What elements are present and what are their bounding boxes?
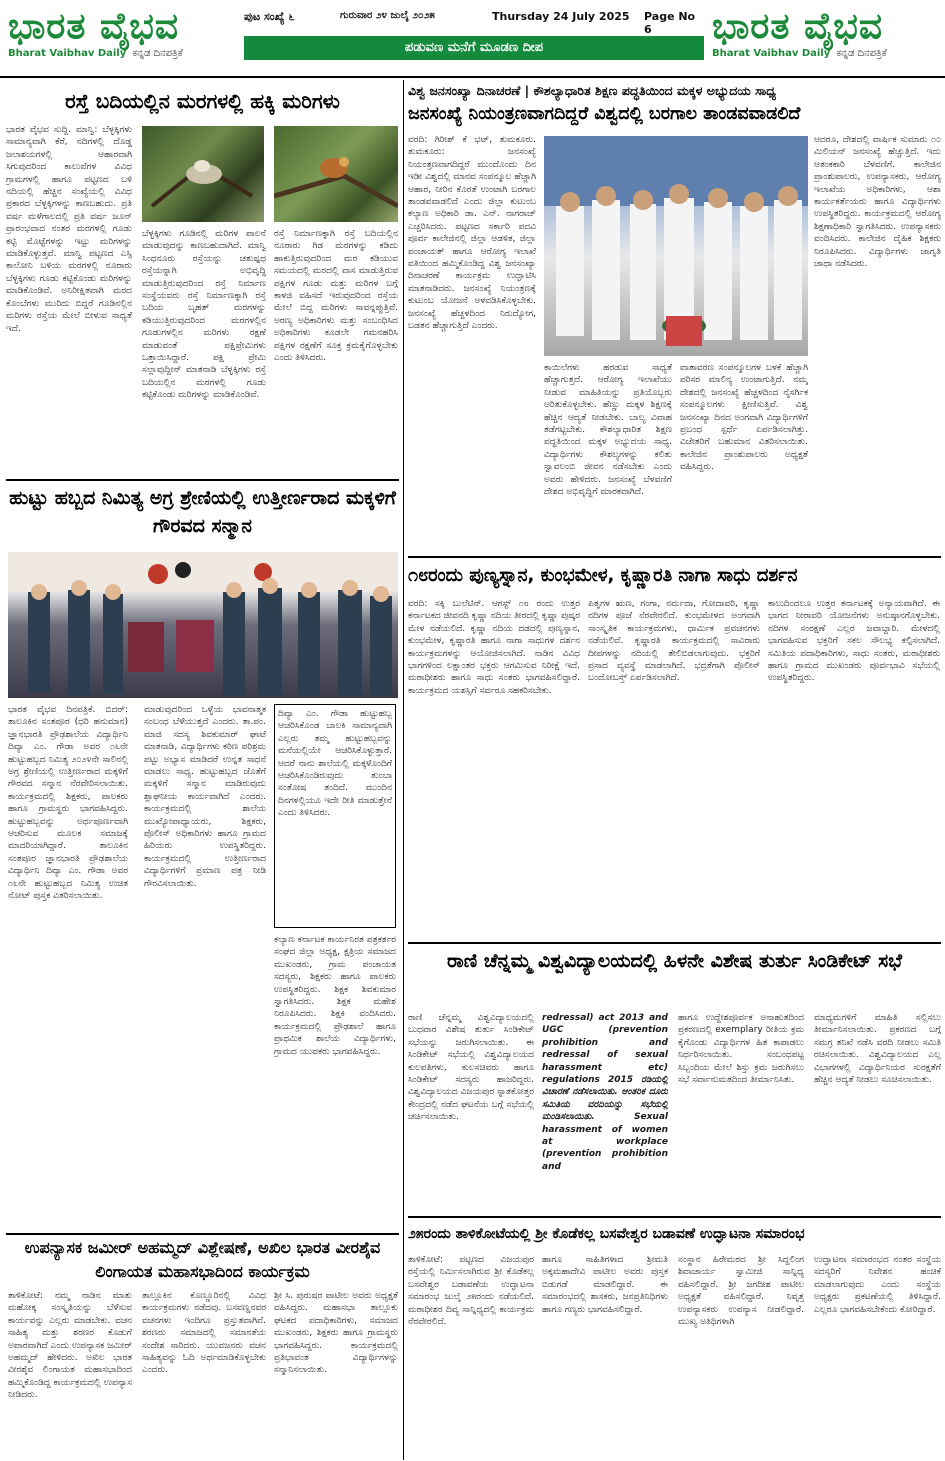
divider-3 [408, 556, 941, 558]
bird-nest-photo-1 [142, 126, 264, 222]
article-population-kicker: ವಿಶ್ವ ಜನಸಂಖ್ಯಾ ದಿನಾಚರಣೆ | ಕೌಶಲ್ಯಾಧಾರಿತ ಶಿಕ್ಷಣ ಪದ್ಧತಿಯಿಂದ ಮಕ್ಕಳ ಅಭ್ಯುದಯ ಸಾಧ್ಯ [408, 83, 776, 98]
logo-right-sub [712, 48, 940, 60]
article-syndicate-headline: ರಾಣಿ ಚೆನ್ನಮ್ಮ ವಿಶ್ವವಿದ್ಯಾಲಯದಲ್ಲಿ ಹಿಳನೇ ವಿಶೇಷ ತುರ್ತು ಸಿಂಡಿಕೇಟ್ ಸಭೆ [447, 950, 902, 972]
logo-right-sub-kn: ಕನ್ನಡ ದಿನಪತ್ರಿಕೆ [836, 48, 887, 59]
article-birds-col2: ಬೆಳ್ಳಕ್ಕಿಗಳು ಗೂಡಿನಲ್ಲಿ ಮರಿಗಳ ಪಾಲನೆ ಮಾಡುವುದನ್ನು ಕಾಣಬಹುದಾಗಿದೆ. ಮಾನ್ವಿ ಸಿಂಧನೂರು ರಸ್ತೆಯನ್ನು ಚತುಷ್ಪಥ ರಸ್ತೆಯನ್ನಾಗಿ ಅಭಿವೃದ್ಧಿ ಮಾಡುತ್ತಿರುವುದರಿಂದ ರಸ್ತೆ ನಿರ್ಮಾಣ ಸಂಸ್ಥೆಯವರು ರಸ್ತೆ ನಿರ್ಮಾಣಕ್ಕಾಗಿ ರಸ್ತೆ ಬದಿಯ ಬೃಹತ್ ಮರಗಳನ್ನು ಕಡಿಯುತ್ತಿರುವುದರಿಂದ ಮರಗಳಲ್ಲಿನ ಗೂಡುಗಳಲ್ಲಿನ ಮರಿಗಳು ರಕ್ಷಣೆ ಮಾಡುವಂತೆ ಪಕ್ಷಿಪ್ರೇಮಿಗಳು ಒತ್ತಾಯಿಸಿದ್ದಾರೆ. ಪಕ್ಷಿ ಪ್ರೇಮಿ ಸಲ್ಲಾವುದ್ದೀನ್ ಮಾತನಾಡಿ ಬೆಳ್ಳಕ್ಕಿಗಳು ರಸ್ತೆ ಬದಿಯಲ್ಲಿನ ಮರಗಳಲ್ಲಿ ಗೂಡು ಕಟ್ಟಿಕೊಂಡು ಮರಿಗಳನ್ನು ಮಾಡಿಕೊಂಡಿವೆ. [142, 229, 266, 401]
article-lecture-col1: ತಾಳಿಕೋಟೆ: ನಮ್ಮ ನಾಡಿನ ಮಾತು ಮಹೋಕ್ಕ ಸಂಸ್ಕೃತಿಯನ್ನು ಬೆಳೆಸುವ ಕಾರ್ಯವನ್ನು ಎಲ್ಲರು ಮಾಡಬೇಕು. ವಚನ ಸಾಹಿತ್ಯ ಮತ್ತು ಶರಣರ ಕೊಡುಗೆ ಅಪಾರವಾಗಿದೆ ಎಂದು ಉಪನ್ಯಾಸಕ ಜಮೀರ್ ಅಹಮ್ಮದ್ ಹೇಳಿದರು. ಅಖಿಲ ಭಾರತ ವೀರಶೈವ ಲಿಂಗಾಯತ ಮಹಾಸಭಾದಿಂದ ಹಮ್ಮಿಕೊಂಡಿದ್ದ ಕಾರ್ಯಕ್ರಮದಲ್ಲಿ ಉಪನ್ಯಾಸ ನೀಡಿದರು. [8, 1291, 132, 1401]
article-birds-col1: ಭಾರತ ವೈಭವ ಸುದ್ದಿ. ಮಾನ್ವಿ: ಬೆಳ್ಳಕ್ಕಿಗಳು ಸಾಮಾನ್ಯವಾಗಿ ಕೆರೆ, ನದಿಗಳಲ್ಲಿ ದೊಡ್ಡ ಜಲಾಶಯಗಳಲ್ಲಿ ಆಹಾರವಾಗಿ ಸಿಗುವುದರಿಂದ ಕಾಲುವೆಗಳ ವಿವಿಧ ಗ್ರಾಮಗಳಲ್ಲಿ ಹಾಗೂ ಪಟ್ಟಣದ ಬಳಿ ನದಿಯಲ್ಲಿ ಹೆಚ್ಚಿನ ಸಂಖ್ಯೆಯಲ್ಲಿ ವಿವಿಧ ಪ್ರಕಾರದ ಬೆಳ್ಳಕ್ಕಿಗಳನ್ನು ಕಾಣಬಹುದು. ಪ್ರತಿ ವರ್ಷ ಮಳೆಗಾಲದಲ್ಲಿ ಪ್ರತಿ ವರ್ಷ ಜೂನ್ ಪ್ರಾರಂಭವಾದ ನಂತರ ಮರಗಳಲ್ಲಿ ಗೂಡು ಕಟ್ಟಿ ಮೊಟ್ಟೆಗಳನ್ನು ಇಟ್ಟು ಮರಿಗಳನ್ನು ಮಾಡಿಕೊಳ್ಳುತ್ತವೆ. ಮಾನ್ವಿ ಪಟ್ಟಣದ ಎಸ್ಸಿ ಕಾಲೋನಿ ಬಳಿಯ ಮರಗಳಲ್ಲಿ ನೂರಾರು ಬೆಳ್ಳಕ್ಕಿಗಳು ಗೂಡು ಕಟ್ಟಿಕೊಂಡು ಮರಿಗಳನ್ನು ಮಾಡಿಕೊಂಡಿವೆ. ಅನಿರೀಕ್ಷಿತವಾಗಿ ಮರದ ಕೊಂಬೆಗಳು ಮುರಿದು ಬಿದ್ದರೆ ಗೂಡಿನಲ್ಲಿನ ಮರಿಗಳು ರಸ್ತೆಯ ಮೇಲೆ ಬೀಳುವ ಸಾಧ್ಯತೆ ಇದೆ. [6, 125, 132, 334]
article-population-headline: ಜನಸಂಖ್ಯೆ ನಿಯಂತ್ರಣವಾಗದಿದ್ದರೆ ವಿಶ್ವದಲ್ಲಿ ಬರಗಾಲ ತಾಂಡವವಾಡಲಿದೆ [408, 104, 801, 124]
article-population [408, 82, 941, 552]
center-divider [403, 80, 404, 1460]
kn-date: ಗುರುವಾರ ೨೪ ಜುಲೈ ೨೦೨೫ [340, 10, 435, 21]
article-birds [6, 82, 399, 477]
article-population-col4: ಆದರೂ, ದೇಶದಲ್ಲಿ ವಾರ್ಷಿಕ ಸುಮಾರು ೧೦ ಮಿಲಿಯನ್ ಜನಸಂಖ್ಯೆ ಹೆಚ್ಚುತ್ತಿದೆ. ಇದು ಆತಂಕಕಾರಿ ಬೆಳವಣಿಗೆ. ಕಾಲೇಜಿನ ಪ್ರಾಂಶುಪಾಲರು, ಉಪನ್ಯಾಸಕರು, ಆರೋಗ್ಯ ಇಲಾಖೆಯ ಅಧಿಕಾರಿಗಳು, ಆಶಾ ಕಾರ್ಯಕರ್ತೆಯರು ಹಾಗೂ ವಿದ್ಯಾರ್ಥಿಗಳು ಉಪಸ್ಥಿತರಿದ್ದರು. ಕಾರ್ಯಕ್ರಮದಲ್ಲಿ ಆರೋಗ್ಯ ಶಿಕ್ಷಣಾಧಿಕಾರಿ ಸ್ವಾಗತಿಸಿದರು. ಉಪನ್ಯಾಸಕರು ವಂದಿಸಿದರು. ಕಾಲೇಜಿನ ದೈಹಿಕ ಶಿಕ್ಷಕರು ನಿರೂಪಿಸಿದರು. ವಿದ್ಯಾರ್ಥಿಗಳು ಜಾಗೃತಿ ಜಾಥಾ ನಡೆಸಿದರು. [814, 135, 941, 270]
masthead [0, 0, 945, 78]
article-kumbhamela [408, 560, 941, 940]
logo-left-title: ಭಾರತ ವೈಭವ [8, 5, 179, 47]
felicitation-photo [8, 552, 398, 698]
logo-left-sub-kn: ಕನ್ನಡ ದಿನಪತ್ರಿಕೆ [132, 48, 183, 59]
date: Thursday 24 July 2025 [492, 10, 630, 23]
article-syndicate-col2: redressal) act 2013 and UGC (prevention prohibition and redressal of sexual harassment etc) regulations 2015 ರಡಿಯಲ್ಲಿ ವಿಚಾರಣೆ ನಡೆಸಲಾಯಿತು. ಆಂತರಿಕ ದೂರು ಸಮಿತಿಯ ವರದಿಯನ್ನು ಸಭೆಯಲ್ಲಿ ಮಂಡಿಸಲಾಯಿತು. Sexual harassment of women at workplace (prevention prohibition and [542, 1013, 668, 1172]
article-syndicate-col4: ಮಾಧ್ಯಮಗಳಿಗೆ ಮಾಹಿತಿ ಸಲ್ಲಿಸಲು ತೀರ್ಮಾನಿಸಲಾಯಿತು. ಪ್ರಕರಣದ ಬಗ್ಗೆ ಸಮಗ್ರ ತನಿಖೆ ನಡೆಸಿ ವರದಿ ನೀಡಲು ಸಮಿತಿ ರಚಿಸಲಾಯಿತು. ವಿಶ್ವವಿದ್ಯಾಲಯದ ಎಲ್ಲ ವಿಭಾಗಗಳಲ್ಲಿ ವಿದ್ಯಾರ್ಥಿನಿಯರ ಸುರಕ್ಷತೆಗೆ ಹೆಚ್ಚಿನ ಆದ್ಯತೆ ನೀಡಲು ಸೂಚಿಸಲಾಯಿತು. [814, 1013, 941, 1086]
article-kumbhamela-col1: ವರದಿ: ಸಕ್ಕಿ ಬುಲೆಟಿನ್. ಆಗಸ್ಟ್ ೧೮ ರಂದು ಉತ್ತರ ಕರ್ನಾಟಕದ ಜೀವನದಿ ಕೃಷ್ಣಾ ನದಿಯ ತೀರದಲ್ಲಿ ಕೃಷ್ಣಾ ಪುಷ್ಕರ ಮೇಳ ನಡೆಯಲಿದೆ. ಕೃಷ್ಣಾ ನದಿಯ ದಡದಲ್ಲಿ ಪುಣ್ಯಸ್ನಾನ, ಕುಂಭಮೇಳ, ಕೃಷ್ಣಾರತಿ ಹಾಗೂ ನಾಗಾ ಸಾಧುಗಳ ದರ್ಶನ ಕಾರ್ಯಕ್ರಮಗಳನ್ನು ಆಯೋಜಿಸಲಾಗಿದೆ. ನಾಡಿನ ವಿವಿಧ ಭಾಗಗಳಿಂದ ಲಕ್ಷಾಂತರ ಭಕ್ತರು ಆಗಮಿಸುವ ನಿರೀಕ್ಷೆ ಇದೆ. ಮಠಾಧೀಶರು ಹಾಗೂ ಸಾಧು ಸಂತರು ಭಾಗವಹಿಸಲಿದ್ದಾರೆ. ಕಾರ್ಯಕ್ರಮದ ಯಶಸ್ಸಿಗೆ ಸರ್ವರೂ ಸಹಕರಿಸಬೇಕು. [408, 599, 580, 696]
logo-right-title: ಭಾರತ ವೈಭವ [712, 5, 883, 47]
divider-1 [6, 479, 399, 481]
article-lecture-headline: ಉಪನ್ಯಾಸಕ ಜಮೀರ್ ಅಹಮ್ಮದ್ ವಿಶ್ಲೇಷಣೆ, ಅಖಿಲ ಭಾರತ ವೀರಶೈವ ಲಿಂಗಾಯತ ಮಹಾಸಭಾದಿಂದ ಕಾರ್ಯಕ್ರಮ [24, 1238, 381, 1281]
logo-right [712, 4, 940, 70]
divider-4 [408, 942, 941, 944]
logo-left-sub [8, 48, 236, 60]
article-birthday-headline: ಹುಟ್ಟು ಹಬ್ಬದ ನಿಮಿತ್ಯ ಅಗ್ರ ಶ್ರೇಣಿಯಲ್ಲಿ ಉತ್ತೀರ್ಣರಾದ ಮಕ್ಕಳಿಗೆ ಗೌರವದ ಸನ್ಮಾನ [9, 487, 396, 537]
article-kumbhamela-col2: ಪಿತೃಗಳ ಋಣ, ಗಂಗಾ, ನರ್ಮದಾ, ಗೋದಾವರಿ, ಕೃಷ್ಣಾ ನದಿಗಳ ಪೂಜೆ ನೆರವೇರಲಿದೆ. ಕುಂಭಮೇಳದ ಅಂಗವಾಗಿ ಸಾಂಸ್ಕೃತಿಕ ಕಾರ್ಯಕ್ರಮಗಳು, ಧಾರ್ಮಿಕ ಪ್ರವಚನಗಳು ನಡೆಯಲಿವೆ. ಕೃಷ್ಣಾರತಿ ಕಾರ್ಯಕ್ರಮದಲ್ಲಿ ಸಾವಿರಾರು ದೀಪಗಳನ್ನು ನದಿಯಲ್ಲಿ ತೇಲಿಬಿಡಲಾಗುವುದು. ಭಕ್ತರಿಗೆ ಪ್ರಸಾದ ವ್ಯವಸ್ಥೆ ಮಾಡಲಾಗಿದೆ. ಭದ್ರತೆಗಾಗಿ ಪೊಲೀಸ್ ಬಂದೋಬಸ್ತ್ ಏರ್ಪಡಿಸಲಾಗಿದೆ. [588, 599, 760, 684]
quote-box [274, 704, 396, 928]
article-layout-inauguration-headline: ೨೫ರಂದು ತಾಳಿಕೋಟೆಯಲ್ಲಿ ಶ್ರೀ ಕೊಡೆಕಲ್ಲ ಬಸವೇಶ್ವರ ಬಡಾವಣೆ ಉದ್ಘಾಟನಾ ಸಮಾರಂಭ [408, 1226, 805, 1242]
article-birthday-col3: ದಿವ್ಯಾ ಎಂ. ಗೌಡಾ ಹುಟ್ಟುಹಬ್ಬ ಆಚರಿಸಿಕೊಂಡ ಬಾಲಕಿ ಸಾಮಾನ್ಯವಾಗಿ ಎಲ್ಲರು ತಮ್ಮ ಹುಟ್ಟುಹಬ್ಬವನ್ನು ಮನೆಯಲ್ಲಿಯೇ ಆಚರಿಸಿಕೊಳ್ಳುತ್ತಾರೆ. ಆದರೆ ನಾನು ಶಾಲೆಯಲ್ಲಿ ಮಕ್ಕಳೊಂದಿಗೆ ಆಚರಿಸಿಕೊಂಡಿರುವುದು ತುಂಬಾ ಸಂತೋಷ ತಂದಿದೆ. ಮುಂದಿನ ದಿನಗಳಲ್ಲಿಯೂ ಇದೇ ರೀತಿ ಮಾಡುತ್ತೇನೆ ಎಂದು ತಿಳಿಸಿದರು. [278, 709, 392, 819]
article-layout-inauguration-col2: ಹಾಗೂ ಸಾಹಿತಿಗಳಾದ ಶ್ರೀಮತಿ ಅಕ್ಕಮಹಾದೇವಿ ಪಾಟೀಲ ಅವರು ಪುಸ್ತಕ ಬಿಡುಗಡೆ ಮಾಡಲಿದ್ದಾರೆ. ಈ ಸಮಾರಂಭದಲ್ಲಿ ಶಾಸಕರು, ಜನಪ್ರತಿನಿಧಿಗಳು ಹಾಗೂ ಗಣ್ಯರು ಭಾಗವಹಿಸಲಿದ್ದಾರೆ. [542, 1255, 668, 1315]
article-layout-inauguration-col3: ಸಂಸ್ಥಾನ ಹಿರೇಮಠದ ಶ್ರೀ ಸಿದ್ದಲಿಂಗ ಶಿವಾಚಾರ್ಯ ಸ್ವಾಮೀಜಿ ಸಾನ್ನಿಧ್ಯ ವಹಿಸಲಿದ್ದಾರೆ. ಶ್ರೀ ಜಗದೀಶ ಪಾಟೀಲ ಅಧ್ಯಕ್ಷತೆ ವಹಿಸಲಿದ್ದಾರೆ. ನಿವೃತ್ತ ಉಪನ್ಯಾಸಕರು ಉಪನ್ಯಾಸ ನೀಡಲಿದ್ದಾರೆ. ಮುಖ್ಯ ಅತಿಥಿಗಳಾಗಿ [678, 1255, 804, 1328]
article-birthday-col1: ಭಾರತ ವೈಭವ ದಿನಪತ್ರಿಕೆ. ಬಿದರ್: ತಾಲೂಕಿನ ಸಂತಪೂರ (ಧರಿ ಹನುಮಾನ) ಜ್ಞಾನಭಾರತಿ ಪ್ರೌಢಶಾಲೆಯ ವಿದ್ಯಾರ್ಥಿನಿ ದಿವ್ಯಾ ಎಂ. ಗೌಡಾ ಅವರ ೧೬ನೇ ಹುಟ್ಟುಹಬ್ಬದ ನಿಮಿತ್ಯ ೨೦೨೪ನೇ ಸಾಲಿನಲ್ಲಿ ಅಗ್ರ ಶ್ರೇಣಿಯಲ್ಲಿ ಉತ್ತೀರ್ಣರಾದ ಮಕ್ಕಳಿಗೆ ಗೌರವದ ಸನ್ಮಾನ ನೆರವೇರಿಸಲಾಯಿತು. ಕಾರ್ಯಕ್ರಮದಲ್ಲಿ ಶಿಕ್ಷಕರು, ಪಾಲಕರು ಹಾಗೂ ಗ್ರಾಮಸ್ಥರು ಭಾಗವಹಿಸಿದ್ದರು. ಹುಟ್ಟುಹಬ್ಬವನ್ನು ಅರ್ಥಪೂರ್ಣವಾಗಿ ಆಚರಿಸುವ ಮೂಲಕ ಸಮಾಜಕ್ಕೆ ಮಾದರಿಯಾಗಿದ್ದಾರೆ. ತಾಲೂಕಿನ ಸಂತಪೂರ ಜ್ಞಾನಭಾರತಿ ಪ್ರೌಢಶಾಲೆಯ ವಿದ್ಯಾರ್ಥಿನಿ ದಿವ್ಯಾ ಎಂ. ಗೌಡಾ ಅವರ ೧೬ನೇ ಹುಟ್ಟುಹಬ್ಬದ ನಿಮಿತ್ಯ ಉಚಿತ ನೋಟ್ ಪುಸ್ತಕ ವಿತರಿಸಲಾಯಿತು. [8, 705, 128, 902]
article-population-col3: ವಾತಾವರಣ ಸಂಪನ್ಮೂಲಗಳ ಬಳಕೆ ಹೆಚ್ಚಾಗಿ ಪರಿಸರ ಮಾಲಿನ್ಯ ಉಂಟಾಗುತ್ತಿದೆ. ನಮ್ಮ ದೇಶದಲ್ಲಿ ಜನಸಂಖ್ಯೆ ಹೆಚ್ಚಳದಿಂದ ನೈಸರ್ಗಿಕ ಸಂಪನ್ಮೂಲಗಳು ಕ್ಷೀಣಿಸುತ್ತಿವೆ. ವಿಶ್ವ ಜನಸಂಖ್ಯಾ ದಿನದ ಅಂಗವಾಗಿ ವಿದ್ಯಾರ್ಥಿಗಳಿಗೆ ಪ್ರಬಂಧ ಸ್ಪರ್ಧೆ ಏರ್ಪಡಿಸಲಾಗಿತ್ತು. ವಿಜೇತರಿಗೆ ಬಹುಮಾನ ವಿತರಿಸಲಾಯಿತು. ಕಾಲೇಜಿನ ಪ್ರಾಂಶುಪಾಲರು ಅಧ್ಯಕ್ಷತೆ ವಹಿಸಿದ್ದರು. [680, 363, 808, 473]
article-birthday-col2: ಮಾಡುವುದರಿಂದ ಒಳ್ಳೆಯ ಭಾವನಾತ್ಮಕ ಸಂಬಂಧ ಬೆಳೆಯುತ್ತದೆ ಎಂದರು. ತಾ.ಪಂ. ಮಾಜಿ ಸದಸ್ಯ ಶಿವಕುಮಾರ್ ಘಾಟೆ ಮಾತನಾಡಿ, ವಿದ್ಯಾರ್ಥಿಗಳು ಕಠಿಣ ಪರಿಶ್ರಮ ಪಟ್ಟು ಅಭ್ಯಾಸ ಮಾಡಿದರೆ ಉನ್ನತ ಸಾಧನೆ ಮಾಡಲು ಸಾಧ್ಯ. ಹುಟ್ಟುಹಬ್ಬದ ಜೊತೆಗೆ ಮಕ್ಕಳಿಗೆ ಸನ್ಮಾನ ಮಾಡಿರುವುದು ಶ್ಲಾಘನೀಯ ಕಾರ್ಯವಾಗಿದೆ ಎಂದರು. ಕಾರ್ಯಕ್ರಮದಲ್ಲಿ ಶಾಲೆಯ ಮುಖ್ಯೋಪಾಧ್ಯಾಯರು, ಶಿಕ್ಷಕರು, ಪೊಲೀಸ್ ಅಧಿಕಾರಿಗಳು ಹಾಗೂ ಗ್ರಾಮದ ಹಿರಿಯರು ಉಪಸ್ಥಿತರಿದ್ದರು. ಕಾರ್ಯಕ್ರಮದಲ್ಲಿ ಉತ್ತೀರ್ಣರಾದ ವಿದ್ಯಾರ್ಥಿಗಳಿಗೆ ಪ್ರಮಾಣ ಪತ್ರ ನೀಡಿ ಗೌರವಿಸಲಾಯಿತು. [144, 705, 266, 889]
article-birds-col3: ರಸ್ತೆ ನಿರ್ಮಾಣಕ್ಕಾಗಿ ರಸ್ತೆ ಬದಿಯಲ್ಲಿನ ನೂರಾರು ಗಿಡ ಮರಗಳನ್ನು ಕಡಿದು ಹಾಕುತ್ತಿರುವುದರಿಂದ ಮರ ಕಡಿಯುವ ಸಮಯದಲ್ಲಿ ಮರದಲ್ಲಿ ವಾಸ ಮಾಡುತ್ತಿರುವ ಪಕ್ಷಿಗಳ ಗೂಡು ಮತ್ತು ಮರಿಗಳ ಬಗ್ಗೆ ಕಾಳಜಿ ವಹಿಸದೆ ಇರುವುದರಿಂದ ರಸ್ತೆಯ ಮೇಲೆ ಬಿದ್ದ ಮರಿಗಳು ಸಾವನ್ನಪ್ಪುತ್ತಿವೆ. ಅರಣ್ಯ ಅಧಿಕಾರಿಗಳು ಮತ್ತು ಸಂಬಂಧಿಸಿದ ಅಧಿಕಾರಿಗಳು ಕೂಡಲೇ ಗಮನಹರಿಸಿ ಪಕ್ಷಿಗಳ ರಕ್ಷಣೆಗೆ ಸೂಕ್ತ ಕ್ರಮಕೈಗೊಳ್ಳಬೇಕು ಎಂದು ತಿಳಿಸಿದರು. [274, 229, 398, 364]
population-day-illustration [544, 136, 808, 356]
article-syndicate [408, 946, 941, 1214]
population-day-photo [544, 136, 808, 356]
bird-nest-illustration-2 [274, 126, 398, 222]
article-layout-inauguration-col1: ತಾಳಿಕೋಟೆ: ಪಟ್ಟಣದ ವಿಜಯಪುರ ರಸ್ತೆಯಲ್ಲಿ ನಿರ್ಮಿಸಲಾಗಿರುವ ಶ್ರೀ ಕೊಡೆಕಲ್ಲ ಬಸವೇಶ್ವರ ಬಡಾವಣೆಯ ಉದ್ಘಾಟನಾ ಸಮಾರಂಭ ಜುಲೈ ೨೫ರಂದು ನಡೆಯಲಿದೆ. ಮಠಾಧೀಶರ ದಿವ್ಯ ಸಾನ್ನಿಧ್ಯದಲ್ಲಿ ಕಾರ್ಯಕ್ರಮ ನೆರವೇರಲಿದೆ. [408, 1255, 534, 1328]
page-count-kn: ಪುಟ ಸಂಖ್ಯೆ ೬ [244, 10, 295, 23]
article-population-col2: ಕಾಯಿಲೆಗಳು ಹರಡುವ ಸಾಧ್ಯತೆ ಹೆಚ್ಚಾಗುತ್ತದೆ. ಆರೋಗ್ಯ ಇಲಾಖೆಯು ನೀಡುವ ಮಾಹಿತಿಯನ್ನು ಪ್ರತಿಯೊಬ್ಬರು ಅರಿತುಕೊಳ್ಳಬೇಕು. ಹೆಣ್ಣು ಮಕ್ಕಳ ಶಿಕ್ಷಣಕ್ಕೆ ಹೆಚ್ಚಿನ ಆದ್ಯತೆ ನೀಡಬೇಕು. ಬಾಲ್ಯ ವಿವಾಹ ತಡೆಗಟ್ಟಬೇಕು. ಕೌಶಲ್ಯಾಧಾರಿತ ಶಿಕ್ಷಣ ಪದ್ಧತಿಯಿಂದ ಮಕ್ಕಳ ಅಭ್ಯುದಯ ಸಾಧ್ಯ. ವಿದ್ಯಾರ್ಥಿಗಳು ಕೌಶಲ್ಯಗಳನ್ನು ಕಲಿತು ಸ್ವಾವಲಂಬಿ ಜೀವನ ನಡೆಸಬೇಕು ಎಂದು ಅವರು ಹೇಳಿದರು. ಜನಸಂಖ್ಯೆ ಬೆಳವಣಿಗೆ ದೇಶದ ಅಭಿವೃದ್ಧಿಗೆ ಮಾರಕವಾಗಿದೆ. [544, 363, 672, 498]
bird-nest-illustration-1 [142, 126, 264, 222]
logo-left-sub-en: Bharat Vaibhav Daily [8, 48, 127, 59]
bird-nest-photo-2 [274, 126, 398, 222]
article-syndicate-col1: ರಾಣಿ ಚೆನ್ನಮ್ಮ ವಿಶ್ವವಿದ್ಯಾಲಯದಲ್ಲಿ ಬುಧವಾರ ವಿಶೇಷ ತುರ್ತು ಸಿಂಡಿಕೇಟ್ ಸಭೆಯನ್ನು ಜರುಗಿಸಲಾಯಿತು. ಈ ಸಿಂಡಿಕೇಟ್ ಸಭೆಯಲ್ಲಿ ವಿಶ್ವವಿದ್ಯಾಲಯದ ಕುಲಪತಿಗಳು, ಕುಲಸಚಿವರು ಹಾಗೂ ಸಿಂಡಿಕೇಟ್ ಸದಸ್ಯರು ಹಾಜರಿದ್ದರು. ವಿಶ್ವವಿದ್ಯಾಲಯದ ವಿಜಯಪುರ ಸ್ನಾತಕೋತ್ತರ ಕೇಂದ್ರದಲ್ಲಿ ನಡೆದ ಘಟನೆಯ ಬಗ್ಗೆ ಸಭೆಯಲ್ಲಿ ಚರ್ಚಿಸಲಾಯಿತು. [408, 1013, 534, 1123]
article-birds-headline: ರಸ್ತೆ ಬದಿಯಲ್ಲಿನ ಮರಗಳಲ್ಲಿ ಹಕ್ಕಿ ಮರಿಗಳು [65, 89, 340, 113]
article-kumbhamela-headline: ೧೮ರಂದು ಪುಣ್ಯಸ್ನಾನ, ಕುಂಭಮೇಳ, ಕೃಷ್ಣಾರತಿ ನಾಗಾ ಸಾಧು ದರ್ಶನ [408, 565, 798, 586]
article-birthday-col4: ಕಲ್ಯಾಣ ಕರ್ನಾಟಕ ಕಾರ್ಯನಿರತ ಪತ್ರಕರ್ತರ ಸಂಘದ ಜಿಲ್ಲಾ ಅಧ್ಯಕ್ಷ, ಕ್ಷತ್ರಿಯ ಸಮಾಜದ ಮುಖಂಡರು, ಗ್ರಾಮ ಪಂಚಾಯತ ಸದಸ್ಯರು, ಶಿಕ್ಷಕರು ಹಾಗೂ ಪಾಲಕರು ಉಪಸ್ಥಿತರಿದ್ದರು. ಶಿಕ್ಷಕ ಶಿವಕುಮಾರ ಸ್ವಾಗತಿಸಿದರು. ಶಿಕ್ಷಕ ಮಹೇಶ ನಿರೂಪಿಸಿದರು. ಶಿಕ್ಷಕಿ ವಂದಿಸಿದರು. ಕಾರ್ಯಕ್ರಮದಲ್ಲಿ ಪ್ರೌಢಶಾಲೆ ಹಾಗೂ ಪ್ರಾಥಮಿಕ ಶಾಲೆಯ ವಿದ್ಯಾರ್ಥಿಗಳು, ಗ್ರಾಮದ ಯುವಕರು ಭಾಗವಹಿಸಿದ್ದರು. [274, 935, 396, 1057]
issue-info [244, 6, 704, 36]
divider-5 [408, 1216, 941, 1218]
article-kumbhamela-col3: ಕಾಲುದಿಂದಲೂ ಉತ್ತರ ಕರ್ನಾಟಕಕ್ಕೆ ಅನ್ಯಾಯವಾಗಿದೆ. ಈ ಭಾಗದ ನೀರಾವರಿ ಯೋಜನೆಗಳು ಅನುಷ್ಠಾನಗೊಳ್ಳಬೇಕು. ನದಿಗಳ ಸಂರಕ್ಷಣೆ ಎಲ್ಲರ ಜವಾಬ್ದಾರಿ. ಮೇಳದಲ್ಲಿ ಭಾಗವಹಿಸುವ ಭಕ್ತರಿಗೆ ಸಕಲ ಸೌಲಭ್ಯ ಕಲ್ಪಿಸಲಾಗಿದೆ. ಸಮಿತಿಯ ಪದಾಧಿಕಾರಿಗಳು, ಸಾಧು ಸಂತರು, ಮಠಾಧೀಶರು ಹಾಗೂ ಗ್ರಾಮದ ಮುಖಂಡರು ಪೂರ್ವಭಾವಿ ಸಭೆಯಲ್ಲಿ ಉಪಸ್ಥಿತರಿದ್ದರು. [768, 599, 940, 684]
tagline-bar: ಪಡುವಣ ಮನೆಗೆ ಮೂಡಣ ದೀಪ [244, 36, 704, 60]
article-lecture [6, 1236, 399, 1460]
divider-2 [6, 1233, 399, 1235]
article-layout-inauguration-col4: ಉದ್ಘಾಟನಾ ಸಮಾರಂಭದ ನಂತರ ಸಂಸ್ಥೆಯ ಸದಸ್ಯರಿಗೆ ನಿವೇಶನ ಹಂಚಿಕೆ ಮಾಡಲಾಗುವುದು ಎಂದು ಸಂಸ್ಥೆಯ ಅಧ್ಯಕ್ಷರು ಪ್ರಕಟಣೆಯಲ್ಲಿ ತಿಳಿಸಿದ್ದಾರೆ. ಎಲ್ಲರೂ ಭಾಗವಹಿಸಬೇಕೆಂದು ಕೋರಿದ್ದಾರೆ. [814, 1255, 941, 1315]
felicitation-illustration [8, 552, 398, 698]
logo-left [8, 4, 236, 70]
article-population-col1: ವರದಿ: ಗಿರೀಶ್ ಕೆ ಭಟ್, ತುಮಕೂರು. ತುಮಕೂರು: ಜನಸಂಖ್ಯೆ ನಿಯಂತ್ರಣವಾಗದಿದ್ದರೆ ಮುಂದೊಂದು ದಿನ ಇಡೀ ವಿಶ್ವದಲ್ಲಿ ಮಾನವ ಸಂಪನ್ಮೂಲ ಹೆಚ್ಚಾಗಿ ಆಹಾರ, ನೀರಿನ ಕೊರತೆ ಉಂಟಾಗಿ ಬರಗಾಲ ತಾಂಡವವಾಡಲಿದೆ ಎಂದು ಜಿಲ್ಲಾ ಕುಟುಂಬ ಕಲ್ಯಾಣ ಅಧಿಕಾರಿ ಡಾ. ಎನ್. ನಾಗರಾಜ್ ಎಚ್ಚರಿಸಿದರು. ಪಟ್ಟಣದ ಸರ್ಕಾರಿ ಪದವಿ ಪೂರ್ವ ಕಾಲೇಜಿನಲ್ಲಿ ಜಿಲ್ಲಾ ಆಡಳಿತ, ಜಿಲ್ಲಾ ಪಂಚಾಯತ್ ಹಾಗೂ ಆರೋಗ್ಯ ಇಲಾಖೆ ವತಿಯಿಂದ ಹಮ್ಮಿಕೊಂಡಿದ್ದ ವಿಶ್ವ ಜನಸಂಖ್ಯಾ ದಿನಾಚರಣೆ ಕಾರ್ಯಕ್ರಮ ಉದ್ಘಾಟಿಸಿ ಮಾತನಾಡಿದರು. ಜನಸಂಖ್ಯೆ ನಿಯಂತ್ರಣಕ್ಕೆ ಕುಟುಂಬ ಯೋಜನೆ ಅಳವಡಿಸಿಕೊಳ್ಳಬೇಕು. ಜನಸಂಖ್ಯೆ ಹೆಚ್ಚಳದಿಂದ ನಿರುದ್ಯೋಗ, ಬಡತನ ಹೆಚ್ಚಾಗುತ್ತಿದೆ ಎಂದರು. [408, 135, 536, 332]
page-number: Page No 6 [644, 10, 696, 36]
article-layout-inauguration [408, 1220, 941, 1460]
article-lecture-col2: ತಾಲ್ಲೂಕಿನ ಕೊಣ್ಣೂರಿನಲ್ಲಿ ವಿವಿಧ ಕಾರ್ಯಕ್ರಮಗಳು ನಡೆದವು. ಬಸವಣ್ಣನವರ ವಚನಗಳು ಇಂದಿಗೂ ಪ್ರಸ್ತುತವಾಗಿವೆ. ಶರಣರು ಸಮಾಜದಲ್ಲಿ ಸಮಾನತೆಯ ಸಂದೇಶ ಸಾರಿದರು. ಯುವಜನರು ವಚನ ಸಾಹಿತ್ಯವನ್ನು ಓದಿ ಅರ್ಥಮಾಡಿಕೊಳ್ಳಬೇಕು ಎಂದರು. [142, 1291, 266, 1376]
article-syndicate-col3: ಹಾಗೂ ಉದ್ದೇಶಪೂರ್ವಕ ಅನಾಹುತದಿಂದ ಪ್ರಕರಣದಲ್ಲಿ exemplary ರೀತಿಯ ಕ್ರಮ ಕೈಗೊಂಡು ವಿದ್ಯಾರ್ಥಿಗಳ ಹಿತ ಕಾಪಾಡಲು ನಿರ್ಧರಿಸಲಾಯಿತು. ಸಂಬಂಧಪಟ್ಟ ಸಿಬ್ಬಂದಿಯ ಮೇಲೆ ಶಿಸ್ತು ಕ್ರಮ ಜರುಗಿಸಲು ಸಭೆ ಸರ್ವಾನುಮತದಿಂದ ತೀರ್ಮಾನಿಸಿತು. [678, 1013, 804, 1086]
article-lecture-col3: ಶ್ರೀ ಸಿ. ಪುರುಷರ ಪಾಟೀಲ ಅವರು ಅಧ್ಯಕ್ಷತೆ ವಹಿಸಿದ್ದರು. ಮಹಾಸಭಾ ತಾಲ್ಲೂಕು ಘಟಕದ ಪದಾಧಿಕಾರಿಗಳು, ಸಮಾಜದ ಮುಖಂಡರು, ಶಿಕ್ಷಕರು ಹಾಗೂ ಗ್ರಾಮಸ್ಥರು ಭಾಗವಹಿಸಿದ್ದರು. ಕಾರ್ಯಕ್ರಮದಲ್ಲಿ ಪ್ರತಿಭಾವಂತ ವಿದ್ಯಾರ್ಥಿಗಳನ್ನು ಸನ್ಮಾನಿಸಲಾಯಿತು. [274, 1291, 398, 1376]
logo-right-sub-en: Bharat Vaibhav Daily [712, 48, 831, 59]
article-birthday [6, 482, 399, 1230]
